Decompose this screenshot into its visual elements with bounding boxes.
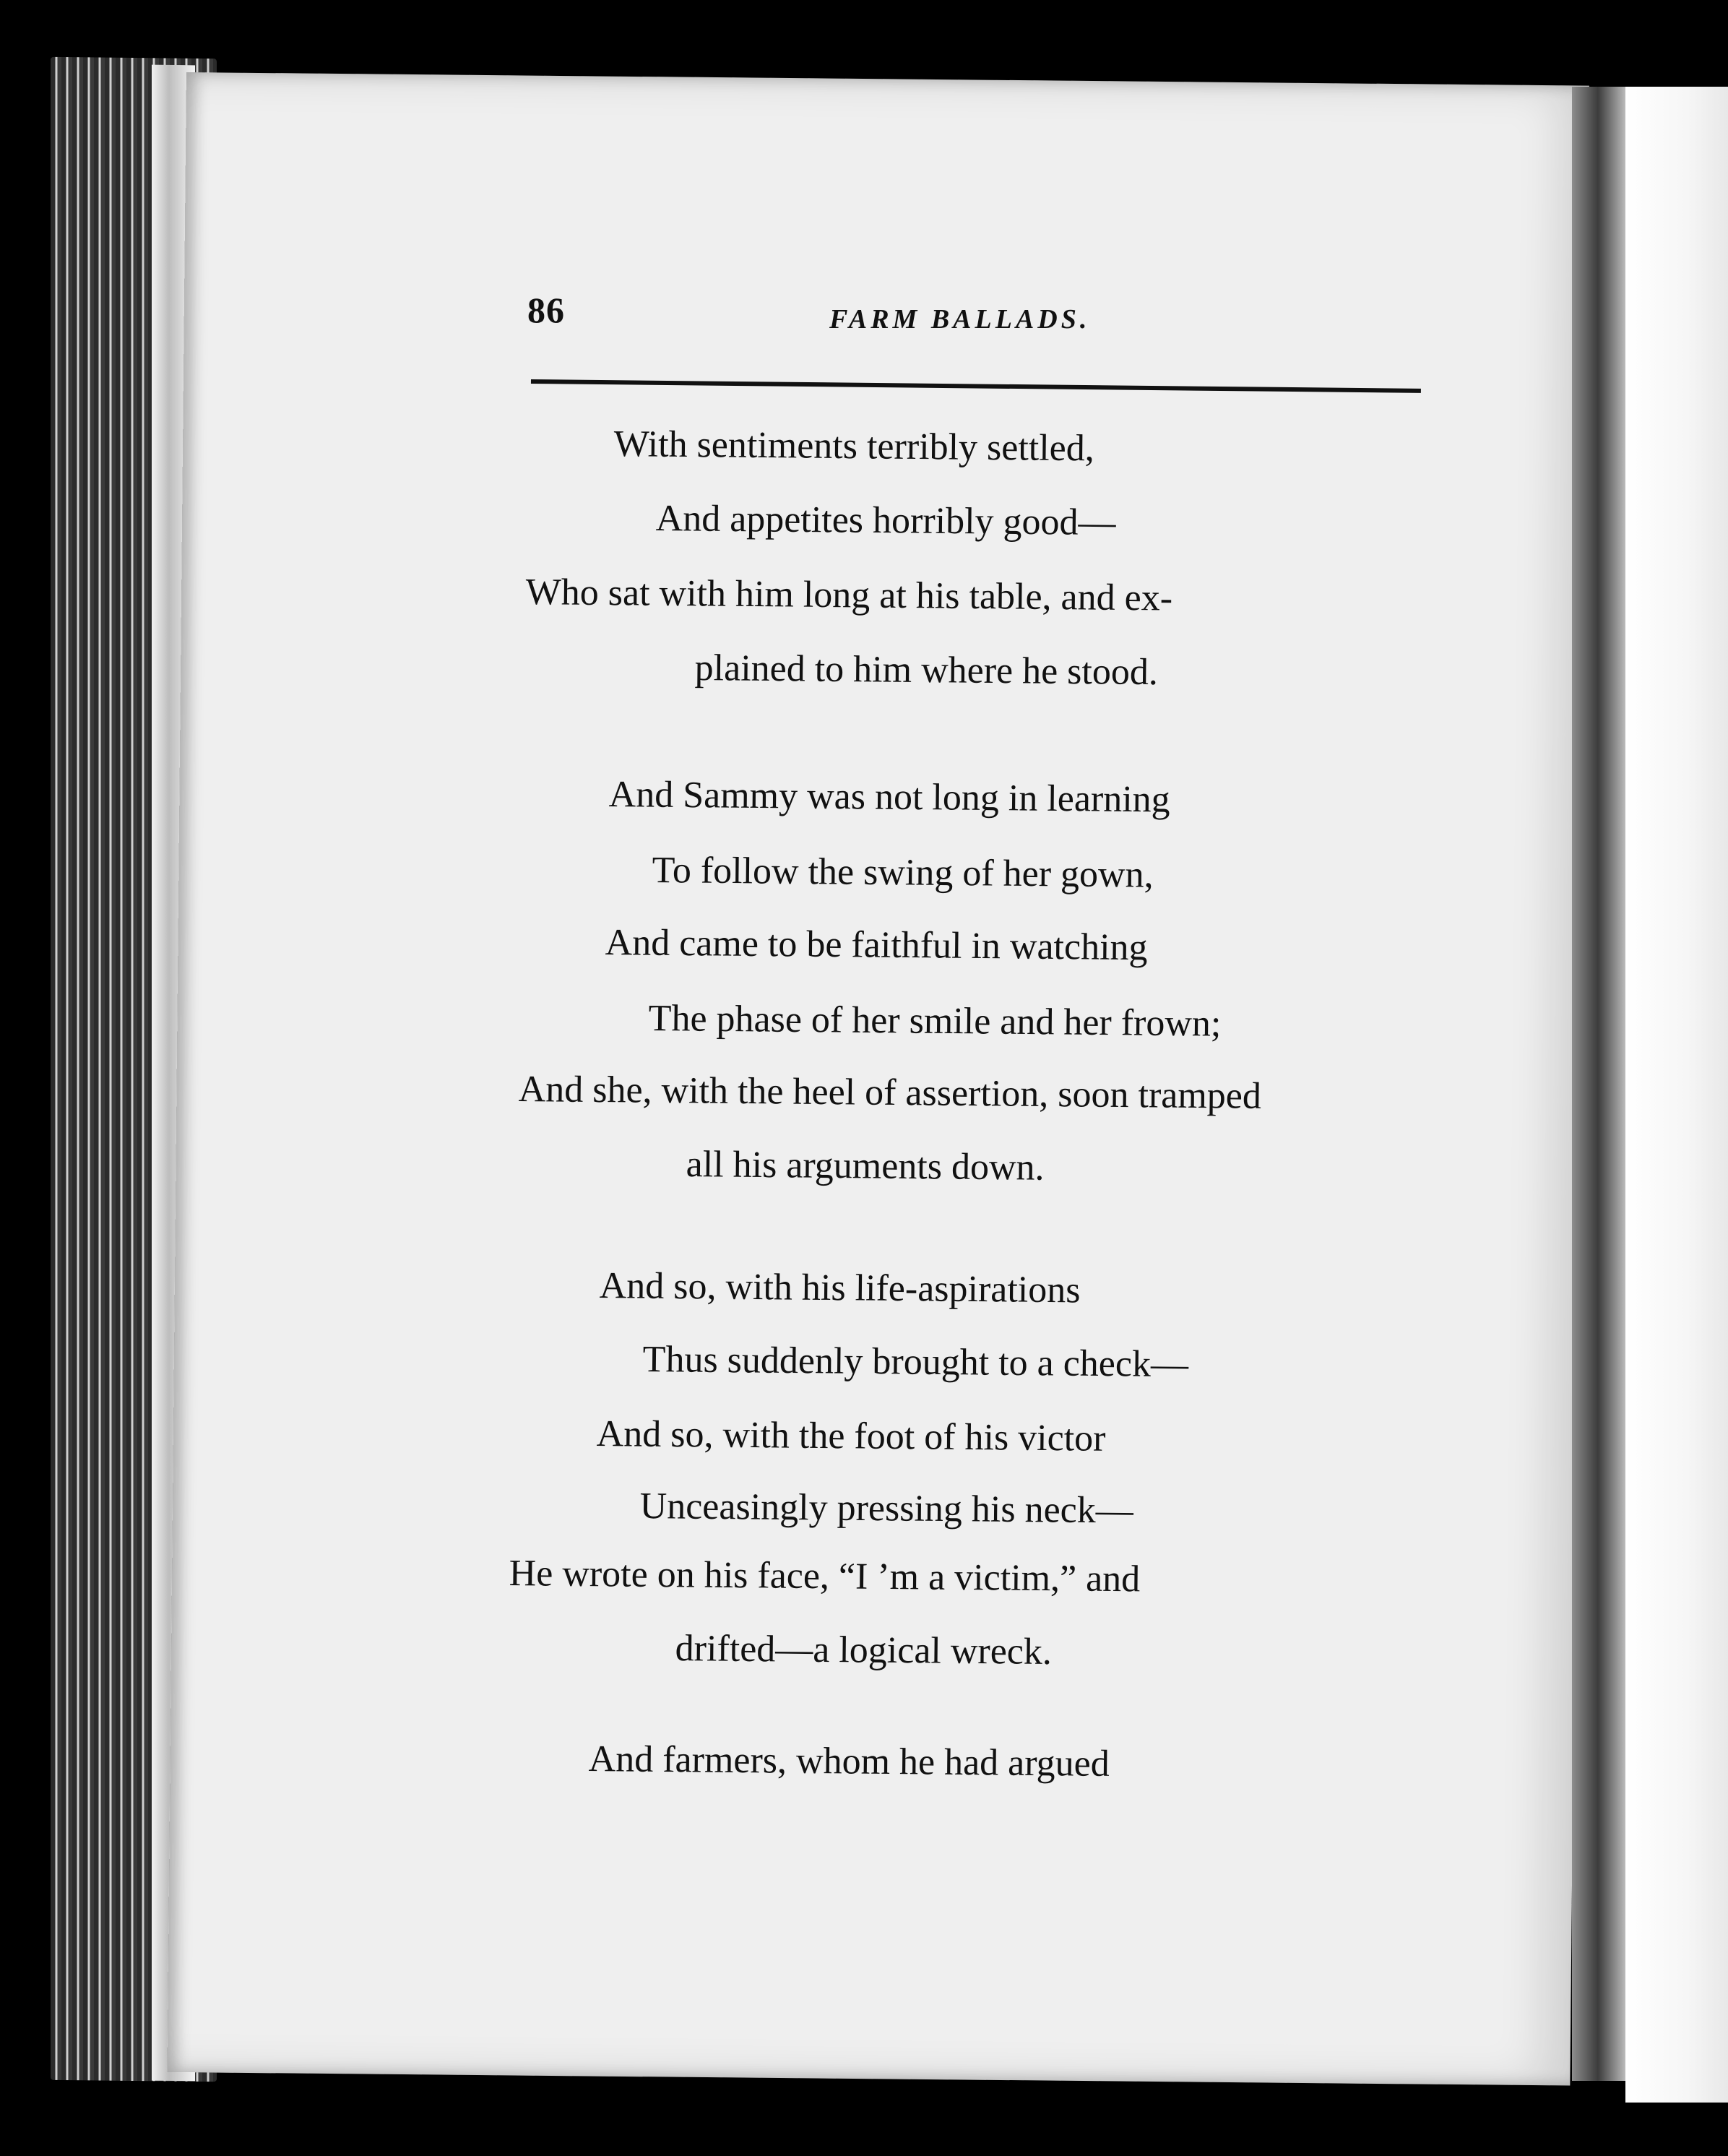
poem-line: all his arguments down. <box>686 1144 1045 1189</box>
poem-line: Unceasingly pressing his neck— <box>639 1486 1134 1532</box>
poem-line: He wrote on his face, “I ’m a victim,” and <box>509 1553 1141 1600</box>
poem-line: With sentiments terribly settled, <box>613 423 1095 470</box>
poem-line: And Sammy was not long in learning <box>608 774 1170 821</box>
poem-line: And farmers, whom he had argued <box>588 1738 1110 1785</box>
poem-line: And she, with the heel of assertion, soon tramped <box>518 1069 1262 1117</box>
poem-line: Who sat with him long at his table, and ex- <box>525 571 1173 619</box>
poem-line: And so, with the foot of his victor <box>596 1413 1106 1459</box>
poem-line: And so, with his life-aspirations <box>599 1265 1081 1311</box>
poem-line: And appetites horribly good— <box>655 497 1116 544</box>
running-title: FARM BALLADS. <box>829 304 1091 335</box>
poem-line: plained to him where he stood. <box>694 647 1159 694</box>
poem-line: Thus suddenly brought to a check— <box>642 1339 1189 1386</box>
poem-line: The phase of her smile and her frown; <box>648 998 1222 1045</box>
poem-line: To follow the swing of her gown, <box>652 850 1154 896</box>
poem-line: drifted—a logical wreck. <box>675 1628 1053 1673</box>
poem-line: And came to be faithful in watching <box>605 922 1148 969</box>
page-number: 86 <box>527 290 565 330</box>
